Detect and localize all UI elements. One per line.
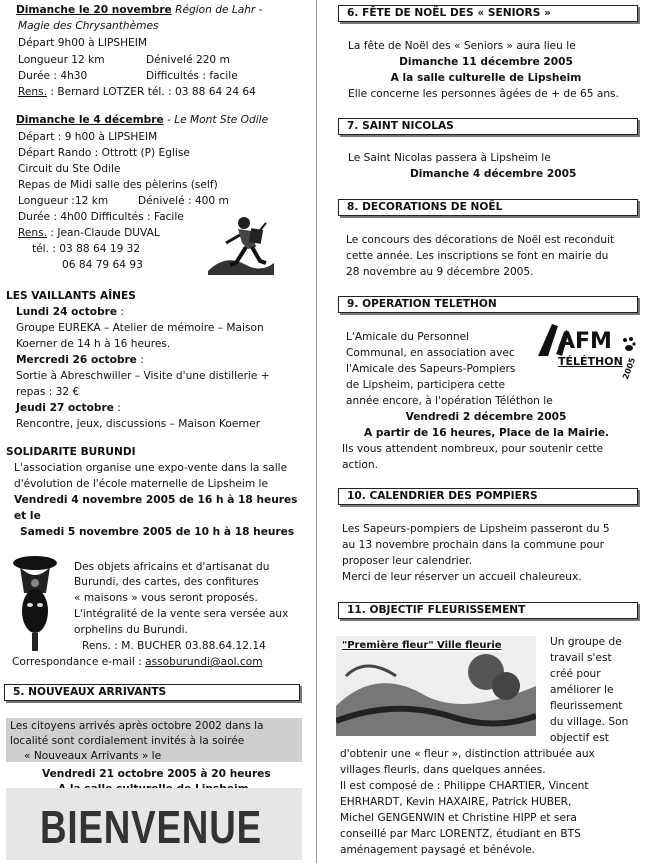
sec8-line3: 28 novembre au 9 décembre 2005. — [346, 266, 534, 278]
burundi-para3: « maisons » vous seront proposés. — [74, 592, 258, 604]
burundi-para1: Des objets africains et d'artisanat du — [74, 561, 270, 573]
sec10-line4: Merci de leur réserver un accueil chaleureux. — [342, 571, 582, 583]
sec9-line2: Communal, en association avec — [346, 347, 515, 359]
sec11-body2: villages fleuris, dans quelques années. — [340, 764, 546, 776]
sec7-line2: Dimanche 4 décembre 2005 — [410, 168, 577, 180]
walk1-place: Région de Lahr - — [175, 4, 263, 16]
fleurie-photo — [336, 636, 536, 736]
sec9-line7: A partir de 16 heures, Place de la Mairie. — [364, 427, 610, 439]
burundi-line3: Vendredi 4 novembre 2005 de 16 h à 18 heures — [14, 494, 298, 506]
paw-print-icon — [622, 336, 636, 356]
sec11-body1: d'obtenir une « fleur », distinction attribuée aux — [340, 748, 595, 760]
sec6-line2: Dimanche 11 décembre 2005 — [399, 56, 573, 68]
vaillants-day3-colon: : — [113, 402, 121, 414]
burundi-email-label: Correspondance e-mail : — [12, 656, 146, 668]
sec9-line8: Ils vous attendent nombreux, pour soutenir cette — [342, 443, 603, 455]
walk2-longueur: Longueur :12 km — [18, 195, 109, 207]
burundi-line4: et le — [14, 510, 41, 522]
vaillants-day2 — [16, 354, 144, 367]
sec5-bienvenue-banner: BIENVENUE — [40, 801, 262, 853]
sec6-line4: Elle concerne les personnes âgées de + de 65 ans. — [348, 88, 619, 100]
fleurie-banner-text: "Première fleur" Ville fleurie — [342, 640, 502, 651]
burundi-line2: d'évolution de l'école maternelle de Lipsheim le — [14, 478, 269, 490]
sec5-header: 5. NOUVEAUX ARRIVANTS — [4, 684, 300, 701]
walk1-longueur: Longueur 12 km — [18, 54, 105, 66]
walk2-tel2: 06 84 79 64 93 — [62, 259, 143, 271]
sec9-line6: Vendredi 2 décembre 2005 — [405, 411, 567, 423]
african-mask-illustration — [10, 553, 60, 653]
afm-logo-text: AFM — [558, 329, 612, 354]
sec11-side3: créé pour — [550, 668, 601, 680]
sec5-body — [6, 716, 304, 862]
walk2-rens-label: Rens. — [18, 227, 48, 239]
burundi-line1: L'association organise une expo-vente dans la salle — [14, 462, 288, 474]
walk1-duree: Durée : 4h30 — [18, 70, 88, 82]
sec11-side1: Un groupe de — [550, 636, 622, 648]
walk1-rens-text: : Bernard LOTZER tél. : 03 88 64 24 64 — [47, 86, 256, 98]
vaillants-text3: Rencontre, jeux, discussions – Maison Koerner — [16, 418, 261, 430]
sec10-line2: au 13 novembre prochain dans la commune pour — [342, 539, 604, 551]
vaillants-text2a: Sortie à Abreschwiller – Visite d'une distillerie + — [16, 370, 270, 382]
sec10-line1: Les Sapeurs-pompiers de Lipsheim passeront du 5 — [342, 523, 610, 535]
walk1-theme: Magie des Chrysanthèmes — [18, 20, 159, 32]
burundi-para6: Rens. : M. BUCHER 03.88.64.12.14 — [82, 640, 266, 652]
sec5-line4: Vendredi 21 octobre 2005 à 20 heures — [42, 768, 271, 780]
burundi-para5: orphelins du Burundi. — [74, 624, 188, 636]
walk2-circuit: Circuit du Ste Odile — [18, 163, 121, 175]
walk1-rens-label: Rens. — [18, 86, 48, 98]
sec9-line3: l'Amicale des Sapeurs-Pompiers — [346, 363, 516, 375]
vaillants-day3-date: Jeudi 27 octobre — [16, 402, 114, 414]
sec9-line9: action. — [342, 459, 378, 471]
sec9-line4: de Lipsheim, participera cette — [346, 379, 505, 391]
vaillants-day2-date: Mercredi 26 octobre — [16, 354, 137, 366]
sec11-header: 11. OBJECTIF FLEURISSEMENT — [338, 602, 638, 619]
vaillants-text1a: Groupe EUREKA – Atelier de mémoire – Maison — [16, 322, 264, 334]
walk1-difficulte: Difficultés : facile — [146, 70, 238, 82]
sec10-header: 10. CALENDRIER DES POMPIERS — [338, 488, 638, 505]
vaillants-day1-colon: : — [117, 306, 124, 318]
sec11-body4: EHRHARDT, Kevin HAXAIRE, Patrick HUBER, — [340, 796, 572, 808]
sec5-line2: localité sont cordialement invités à la soirée — [10, 735, 245, 747]
sec5-line1: Les citoyens arrivés après octobre 2002 dans la — [10, 720, 264, 732]
hiker-illustration — [206, 213, 276, 275]
burundi-title: SOLIDARITE BURUNDI — [6, 446, 136, 458]
telethon-logo-text: TÉLÉTHON — [558, 355, 623, 368]
walk1-heading — [16, 4, 262, 17]
sec11-body7: aménagement paysagé et bénévole. — [340, 844, 536, 856]
sec11-side7: objectif est — [550, 732, 609, 744]
walk2-repas: Repas de Midi salle des pèlerins (self) — [18, 179, 218, 191]
vaillants-text1b: Koerner de 14 h à 16 heures. — [16, 338, 171, 350]
walk2-date: Dimanche le 4 décembre — [16, 114, 164, 126]
walk2-depart-rando: Départ Rando : Ottrott (P) Eglise — [18, 147, 190, 159]
burundi-para4: L'intégralité de la vente sera versée aux — [74, 608, 289, 620]
vaillants-day1 — [16, 306, 124, 319]
sec10-line3: proposer leur calendrier. — [342, 555, 472, 567]
sec6-header: 6. FÊTE DE NOËL DES « SENIORS » — [338, 5, 638, 22]
sec8-line2: cette année. Les inscriptions se font en mairie du — [346, 250, 609, 262]
sec11-body6: conseillé par Marc LORENTZ, étudiant en BTS — [340, 828, 581, 840]
telethon-logo-year: 2005 — [621, 356, 638, 381]
sec9-line5: année encore, à l'opération Téléthon le — [346, 395, 553, 407]
walk1-date: Dimanche le 20 novembre — [16, 4, 172, 16]
walk2-rens-text: : Jean-Claude DUVAL — [47, 227, 160, 239]
walk2-place: - Le Mont Ste Odile — [167, 114, 269, 126]
sec8-header: 8. DECORATIONS DE NOËL — [338, 199, 638, 216]
sec7-header: 7. SAINT NICOLAS — [338, 118, 638, 135]
walk2-tel1: tél. : 03 88 64 19 32 — [32, 243, 141, 255]
sec11-body5: Michel GENGENWIN et Christine HIPP et sera — [340, 812, 577, 824]
sec11-side2: travail s'est — [550, 652, 612, 664]
burundi-line5: Samedi 5 novembre 2005 de 10 h à 18 heures — [20, 526, 295, 538]
sec9-header: 9. OPERATION TELETHON — [338, 296, 638, 313]
column-divider — [316, 0, 317, 863]
walk2-duree: Durée : 4h00 Difficultés : Facile — [18, 211, 184, 223]
sec11-side4: améliorer le — [550, 684, 614, 696]
sec8-line1: Le concours des décorations de Noël est reconduit — [346, 234, 615, 246]
walk2-rens — [18, 227, 160, 240]
vaillants-day3 — [16, 402, 121, 415]
sec9-line1: L'Amicale du Personnel — [346, 331, 470, 343]
vaillants-day1-date: Lundi 24 octobre — [16, 306, 118, 318]
vaillants-text2b: repas : 32 € — [16, 386, 80, 398]
walk2-depart: Départ : 9 h00 à LIPSHEIM — [18, 131, 158, 143]
walk2-heading — [16, 114, 268, 127]
sec5-line3: « Nouveaux Arrivants » le — [24, 750, 162, 762]
sec6-line3: A la salle culturelle de Lipsheim — [390, 72, 582, 84]
sec11-side6: du village. Son — [550, 716, 629, 728]
sec11-body3: Il est composé de : Philippe CHARTIER, Vincent — [340, 780, 589, 792]
walk1-rens — [18, 86, 256, 99]
walk1-denivele: Dénivelé 220 m — [146, 54, 230, 66]
afm-telethon-logo — [532, 320, 640, 386]
sec11-side5: fleurissement — [550, 700, 623, 712]
vaillants-day2-colon: : — [136, 354, 144, 366]
walk2-denivele: Dénivelé : 400 m — [138, 195, 229, 207]
burundi-email-link[interactable]: assoburundi@aol.com — [145, 656, 263, 668]
sec7-line1: Le Saint Nicolas passera à Lipsheim le — [348, 152, 551, 164]
vaillants-title: LES VAILLANTS AÎNES — [6, 290, 136, 302]
burundi-email-line — [12, 656, 263, 669]
sec6-line1: La fête de Noël des « Seniors » aura lieu le — [348, 40, 576, 52]
burundi-para2: Burundi, des cartes, des confitures — [74, 576, 259, 588]
walk1-depart: Départ 9h00 à LIPSHEIM — [18, 37, 147, 49]
